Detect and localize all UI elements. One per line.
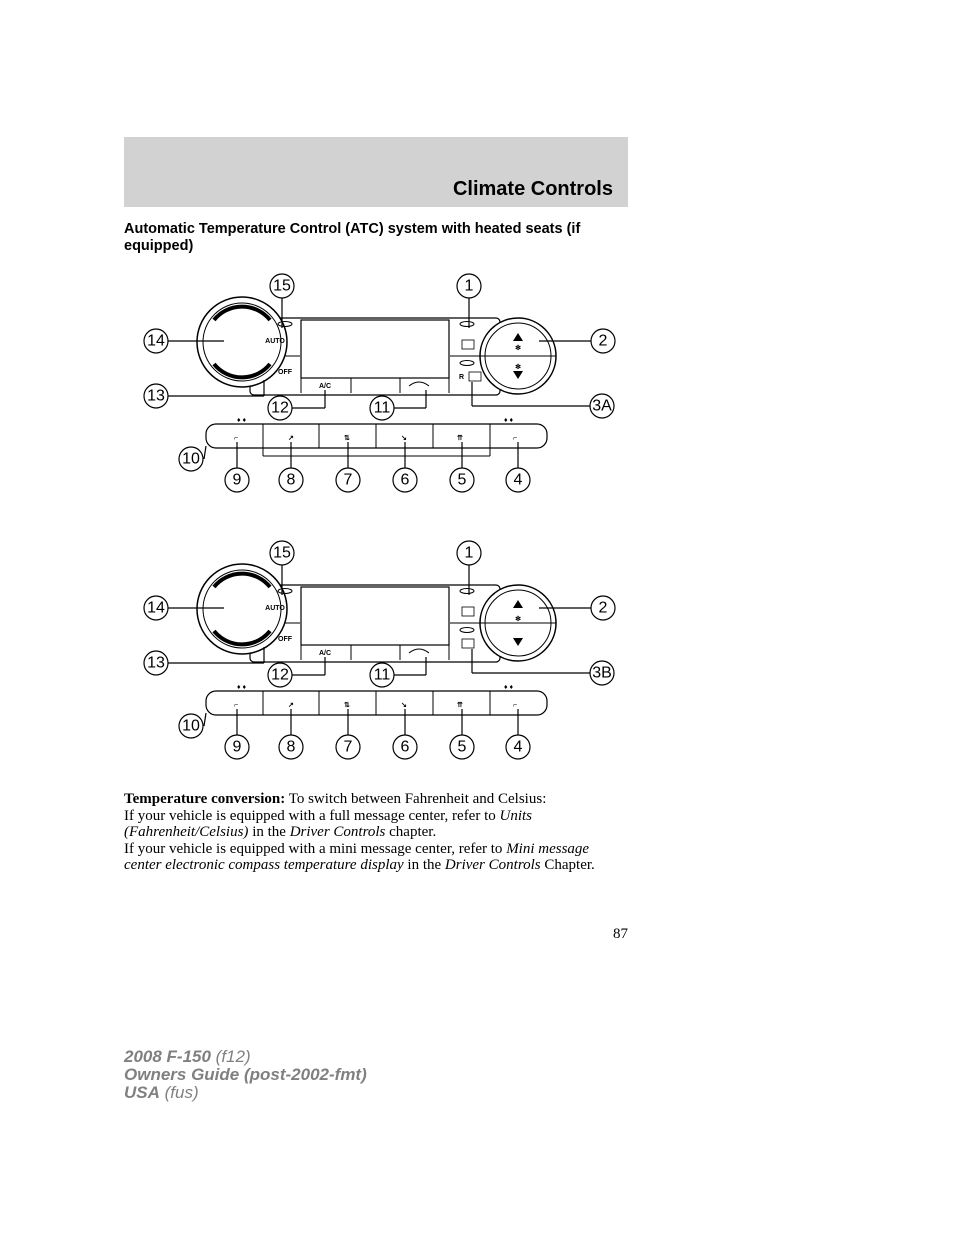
footer-guide: Owners Guide (post-2002-fmt) (124, 1065, 367, 1084)
callout-13 (144, 651, 168, 675)
svg-text:2: 2 (598, 599, 608, 617)
rear-label: R (459, 374, 465, 381)
recirculation-icon (409, 649, 429, 653)
panel-mode-icon: ↗ (288, 702, 294, 709)
conversion-label: Temperature conversion: (124, 791, 286, 807)
callout-15 (270, 274, 294, 298)
atc-panel-illustration-b (124, 537, 628, 767)
seat-heat-icon-left: ⌐ (234, 702, 239, 709)
auto-label: AUTO (265, 605, 285, 612)
callout-13 (144, 384, 168, 408)
svg-text:7: 7 (343, 738, 353, 756)
seat-heat-icon-right: ⌐ (513, 435, 518, 442)
footer-model-code: (f12) (210, 1047, 251, 1066)
callout-8 (279, 735, 303, 759)
callout-5 (450, 735, 474, 759)
svg-text:♦ ♦: ♦ ♦ (504, 684, 514, 691)
panel-mode-icon: ↗ (288, 435, 294, 442)
svg-text:11: 11 (373, 666, 391, 684)
footer-market-code: (fus) (159, 1083, 199, 1102)
svg-text:4: 4 (513, 471, 523, 489)
callout-6 (393, 735, 417, 759)
rear-defrost-icon (462, 639, 474, 648)
callout-14 (144, 596, 168, 620)
full-center-connector: in the (248, 824, 290, 840)
floor-defrost-mode-icon: ⇈ (457, 702, 463, 709)
svg-text:4: 4 (513, 738, 523, 756)
svg-text:♦ ♦: ♦ ♦ (237, 417, 247, 424)
svg-text:13: 13 (147, 387, 165, 405)
svg-text:♦ ♦: ♦ ♦ (504, 417, 514, 424)
callout-9 (225, 468, 249, 492)
callout-11 (370, 396, 394, 420)
callout-4 (506, 468, 530, 492)
svg-text:5: 5 (457, 738, 467, 756)
svg-text:1: 1 (464, 277, 474, 295)
defrost-icon (462, 607, 474, 616)
svg-text:3A: 3A (592, 397, 612, 415)
ac-label: A/C (318, 650, 332, 657)
ac-label: A/C (318, 383, 332, 390)
svg-text:15: 15 (273, 277, 291, 295)
svg-text:10: 10 (182, 717, 200, 735)
conversion-intro: To switch between Fahrenheit and Celsius: (285, 791, 547, 807)
mini-center-reference: Mini message center electronic compass temperature display (124, 840, 590, 873)
mini-center-connector: in the (403, 857, 445, 873)
recirculation-icon (409, 382, 429, 386)
floor-mode-icon: ↘ (401, 435, 407, 442)
callout-9 (225, 735, 249, 759)
svg-text:3B: 3B (592, 664, 612, 682)
chapter-title: Climate Controls (452, 178, 613, 200)
rear-defrost-icon (469, 372, 481, 381)
callout-15 (270, 541, 294, 565)
callout-12 (268, 663, 292, 687)
footer-model: 2008 F-150 (124, 1047, 211, 1066)
svg-text:✻: ✻ (515, 616, 521, 623)
document-footer (124, 1048, 367, 1102)
driver-controls-reference: Driver Controls (444, 857, 541, 873)
mini-center-end: Chapter. (540, 857, 595, 873)
seat-heat-icon-left: ⌐ (234, 435, 239, 442)
callout-3b (590, 661, 614, 685)
conversion-paragraph-full (124, 808, 628, 841)
callout-1 (457, 274, 481, 298)
section-heading: Automatic Temperature Control (ATC) system with heated seats (if equipped) (124, 221, 581, 254)
auto-label: AUTO (265, 338, 285, 345)
svg-text:✻: ✻ (515, 364, 521, 371)
callout-10 (179, 447, 203, 471)
svg-text:14: 14 (147, 599, 165, 617)
callout-4 (506, 735, 530, 759)
svg-text:12: 12 (271, 666, 289, 684)
callout-3a (590, 394, 614, 418)
callout-14 (144, 329, 168, 353)
callout-7 (336, 468, 360, 492)
svg-text:10: 10 (182, 450, 200, 468)
svg-text:5: 5 (457, 471, 467, 489)
floor-defrost-mode-icon: ⇈ (457, 435, 463, 442)
off-label: OFF (278, 636, 292, 643)
driver-controls-reference: Driver Controls (289, 824, 386, 840)
conversion-paragraph-intro (124, 791, 628, 808)
callout-6 (393, 468, 417, 492)
svg-text:14: 14 (147, 332, 165, 350)
svg-text:2: 2 (598, 332, 608, 350)
atc-panel-illustration-a (124, 270, 628, 500)
callout-12 (268, 396, 292, 420)
defrost-icon (462, 340, 474, 349)
off-label: OFF (278, 369, 292, 376)
atc-diagram-3b (124, 537, 628, 767)
callout-10 (179, 714, 203, 738)
callout-11 (370, 663, 394, 687)
svg-text:11: 11 (373, 399, 391, 417)
temperature-conversion-text (124, 791, 628, 874)
svg-text:9: 9 (232, 471, 242, 489)
svg-text:8: 8 (286, 471, 296, 489)
svg-text:12: 12 (271, 399, 289, 417)
callout-5 (450, 468, 474, 492)
page-number: 87 (613, 926, 628, 942)
svg-text:1: 1 (464, 544, 474, 562)
floor-mode-icon: ↘ (401, 702, 407, 709)
full-center-end: chapter. (385, 824, 437, 840)
mini-center-text: If your vehicle is equipped with a mini message center, refer to (124, 840, 507, 857)
svg-text:13: 13 (147, 654, 165, 672)
svg-text:8: 8 (286, 738, 296, 756)
callout-1 (457, 541, 481, 565)
chapter-header (124, 137, 628, 207)
svg-text:6: 6 (400, 471, 410, 489)
callout-8 (279, 468, 303, 492)
svg-text:6: 6 (400, 738, 410, 756)
svg-text:9: 9 (232, 738, 242, 756)
callout-2 (591, 596, 615, 620)
svg-text:♦ ♦: ♦ ♦ (237, 684, 247, 691)
svg-text:✻: ✻ (515, 345, 521, 352)
conversion-paragraph-mini (124, 841, 628, 874)
svg-text:7: 7 (343, 471, 353, 489)
callout-2 (591, 329, 615, 353)
footer-market: USA (124, 1083, 160, 1102)
panel-floor-mode-icon: ⇅ (344, 702, 350, 709)
atc-diagram-3a (124, 270, 628, 500)
panel-floor-mode-icon: ⇅ (344, 435, 350, 442)
units-reference: Units (Fahrenheit/Celsius) (124, 807, 533, 840)
svg-text:15: 15 (273, 544, 291, 562)
callout-7 (336, 735, 360, 759)
seat-heat-icon-right: ⌐ (513, 702, 518, 709)
full-center-text: If your vehicle is equipped with a full message center, refer to (124, 807, 500, 824)
